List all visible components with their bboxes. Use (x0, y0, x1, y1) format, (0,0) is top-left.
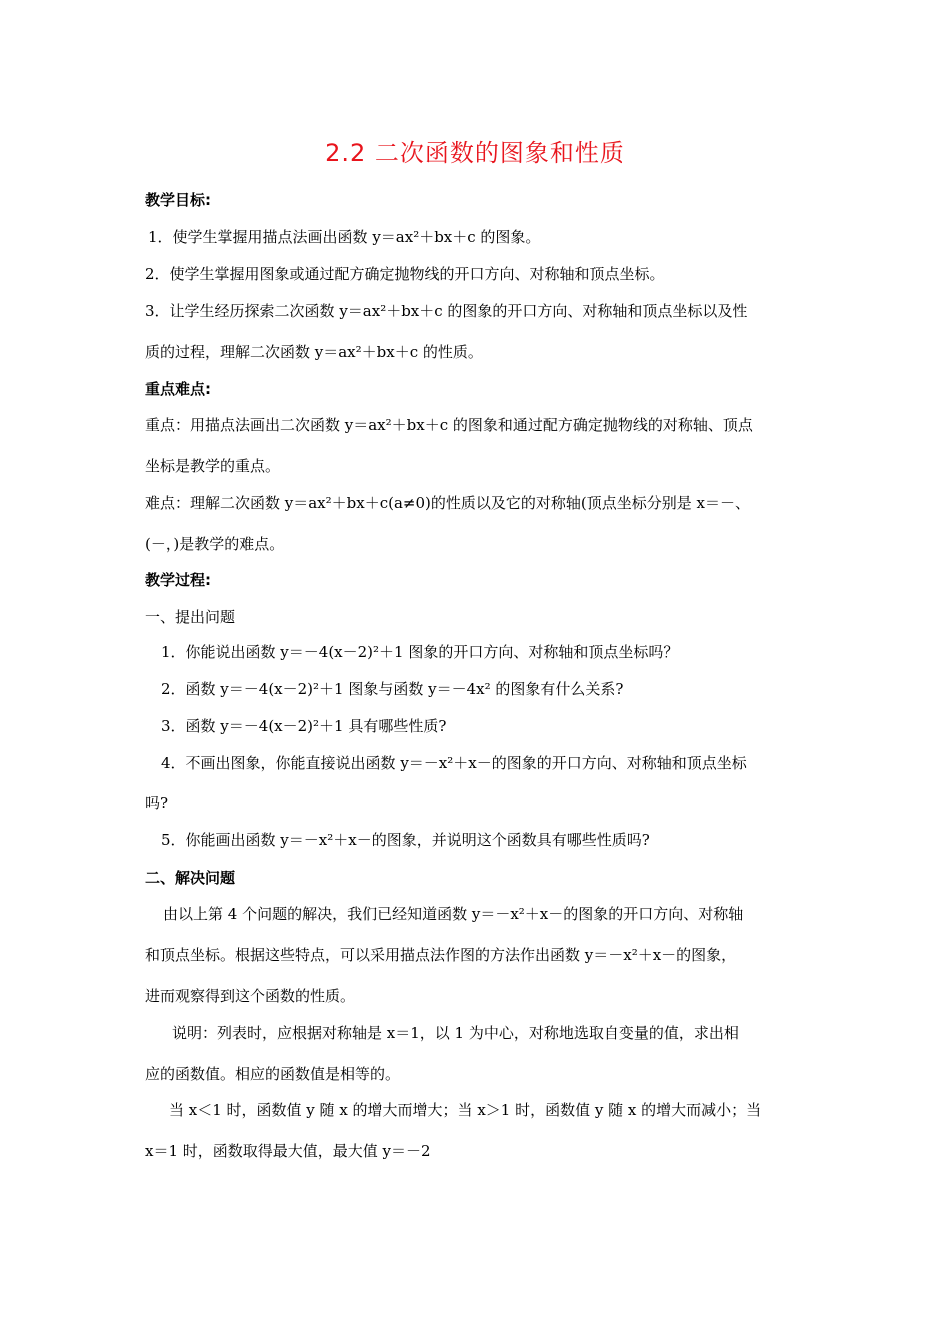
objective-line: 2．使学生掌握用图象或通过配方确定抛物线的开口方向、对称轴和顶点坐标。 (145, 265, 665, 283)
objective-line: 3．让学生经历探索二次函数 y＝ax²＋bx＋c 的图象的开口方向、对称轴和顶点坐标以及性 (145, 302, 748, 320)
key-point-line: (－，)是教学的难点。 (145, 535, 285, 553)
objectives-heading: 教学目标: (145, 191, 211, 209)
key-point-line: 难点：理解二次函数 y＝ax²＋bx＋c(a≠0)的性质以及它的对称轴(顶点坐标分别是 x＝－、 (145, 494, 750, 512)
paragraph-line: 应的函数值。相应的函数值是相等的。 (145, 1065, 401, 1083)
paragraph-line: 说明：列表时，应根据对称轴是 x＝1，以 1 为中心，对称地选取自变量的值，求出相 (172, 1024, 739, 1042)
question-line: 1．你能说出函数 y＝－4(x－2)²＋1 图象的开口方向、对称轴和顶点坐标吗？ (161, 643, 679, 661)
question-line: 4．不画出图象，你能直接说出函数 y＝－x²＋x－的图象的开口方向、对称轴和顶点坐标 (161, 754, 747, 772)
question-line: 吗? (145, 794, 169, 812)
document-title: 2.2 二次函数的图象和性质 (325, 139, 625, 167)
paragraph-line: x＝1 时，函数取得最大值，最大值 y＝－2 (145, 1142, 431, 1160)
section-heading: 二、解决问题 (145, 869, 236, 887)
key-points-heading: 重点难点: (145, 380, 211, 398)
paragraph-line: 和顶点坐标。根据这些特点，可以采用描点法作图的方法作出函数 y＝－x²＋x－的图象， (145, 946, 737, 964)
paragraph-line: 进而观察得到这个函数的性质。 (145, 987, 356, 1005)
paragraph-line: 当 x＜1 时，函数值 y 随 x 的增大而增大；当 x＞1 时，函数值 y 随 x 的增大而减小；当 (169, 1101, 762, 1119)
objective-line: 质的过程，理解二次函数 y＝ax²＋bx＋c 的性质。 (145, 343, 483, 361)
question-line: 5．你能画出函数 y＝－x²＋x－的图象，并说明这个函数具有哪些性质吗? (161, 831, 650, 849)
question-line: 2．函数 y＝－4(x－2)²＋1 图象与函数 y＝－4x² 的图象有什么关系? (161, 680, 624, 698)
question-line: 3．函数 y＝－4(x－2)²＋1 具有哪些性质? (161, 717, 447, 735)
key-point-line: 坐标是教学的重点。 (145, 457, 281, 475)
paragraph-line: 由以上第 4 个问题的解决，我们已经知道函数 y＝－x²＋x－的图象的开口方向、对称轴 (163, 905, 744, 923)
section-heading: 一、提出问题 (145, 608, 236, 626)
key-point-line: 重点：用描点法画出二次函数 y＝ax²＋bx＋c 的图象和通过配方确定抛物线的对称轴、顶点 (145, 416, 753, 434)
objective-line: 1．使学生掌握用描点法画出函数 y＝ax²＋bx＋c 的图象。 (148, 228, 541, 246)
process-heading: 教学过程: (145, 571, 211, 589)
